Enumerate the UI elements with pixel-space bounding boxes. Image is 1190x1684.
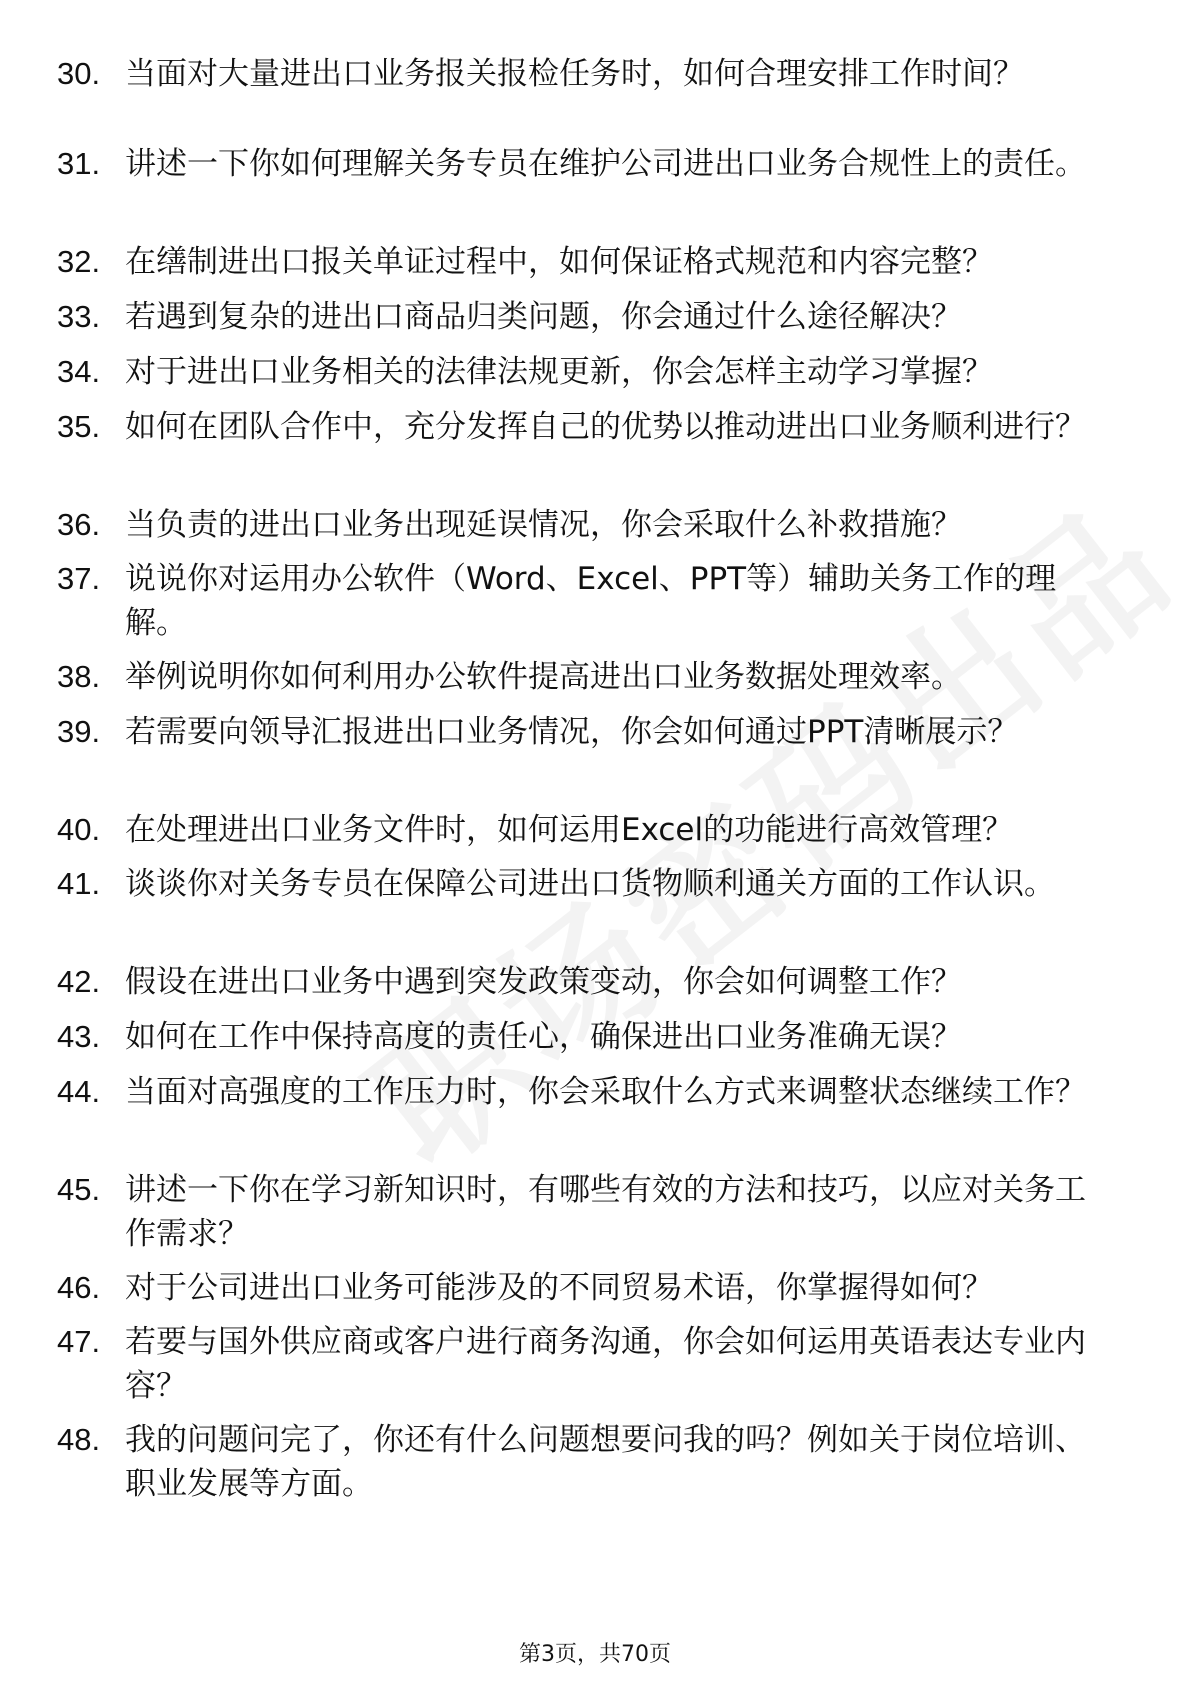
question-number: 46. xyxy=(57,1270,101,1305)
question-number: 45. xyxy=(57,1172,101,1207)
question-number: 36. xyxy=(57,507,101,542)
question-text: 讲述一下你在学习新知识时，有哪些有效的方法和技巧，以应对关务工作需求？ xyxy=(125,1172,1086,1252)
question-number: 41. xyxy=(57,866,101,901)
question-number: 34. xyxy=(57,354,101,389)
question-text: 如何在工作中保持高度的责任心，确保进出口业务准确无误？ xyxy=(125,1019,962,1055)
question-text: 说说你对运用办公软件（Word、Excel、PPT等）辅助关务工作的理解。 xyxy=(125,561,1057,641)
question-number: 38. xyxy=(57,659,101,694)
question-number: 44. xyxy=(57,1074,101,1109)
question-text: 假设在进出口业务中遇到突发政策变动，你会如何调整工作？ xyxy=(125,964,962,1000)
question-text: 在缮制进出口报关单证过程中，如何保证格式规范和内容完整？ xyxy=(125,244,993,280)
question-number: 31. xyxy=(57,146,101,181)
question-text: 谈谈你对关务专员在保障公司进出口货物顺利通关方面的工作认识。 xyxy=(125,866,1055,902)
question-text: 当负责的进出口业务出现延误情况，你会采取什么补救措施？ xyxy=(125,507,962,543)
question-number: 35. xyxy=(57,409,101,444)
question-text: 若要与国外供应商或客户进行商务沟通，你会如何运用英语表达专业内容？ xyxy=(125,1324,1086,1404)
question-number: 32. xyxy=(57,244,101,279)
question-text: 我的问题问完了，你还有什么问题想要问我的吗？例如关于岗位培训、职业发展等方面。 xyxy=(125,1422,1086,1502)
question-text: 在处理进出口业务文件时，如何运用Excel的功能进行高效管理？ xyxy=(125,812,1014,848)
question-number: 40. xyxy=(57,812,101,847)
question-number: 30. xyxy=(57,56,101,91)
question-text: 举例说明你如何利用办公软件提高进出口业务数据处理效率。 xyxy=(125,659,962,695)
question-text: 对于公司进出口业务可能涉及的不同贸易术语，你掌握得如何？ xyxy=(125,1270,993,1306)
page-number-footer: 第3页，共70页 xyxy=(519,1642,671,1667)
question-text: 当面对高强度的工作压力时，你会采取什么方式来调整状态继续工作？ xyxy=(125,1074,1086,1110)
question-number: 37. xyxy=(57,561,101,596)
question-text: 对于进出口业务相关的法律法规更新，你会怎样主动学习掌握？ xyxy=(125,354,993,390)
question-number: 42. xyxy=(57,964,101,999)
question-text: 讲述一下你如何理解关务专员在维护公司进出口业务合规性上的责任。 xyxy=(125,146,1086,182)
question-text: 如何在团队合作中，充分发挥自己的优势以推动进出口业务顺利进行？ xyxy=(125,409,1086,445)
question-number: 48. xyxy=(57,1422,101,1457)
question-text: 当面对大量进出口业务报关报检任务时，如何合理安排工作时间？ xyxy=(125,56,1024,92)
question-text: 若需要向领导汇报进出口业务情况，你会如何通过PPT清晰展示？ xyxy=(125,714,1019,750)
question-number: 33. xyxy=(57,299,101,334)
question-number: 39. xyxy=(57,714,101,749)
question-number: 47. xyxy=(57,1324,101,1359)
question-number: 43. xyxy=(57,1019,101,1054)
question-text: 若遇到复杂的进出口商品归类问题，你会通过什么途径解决？ xyxy=(125,299,962,335)
